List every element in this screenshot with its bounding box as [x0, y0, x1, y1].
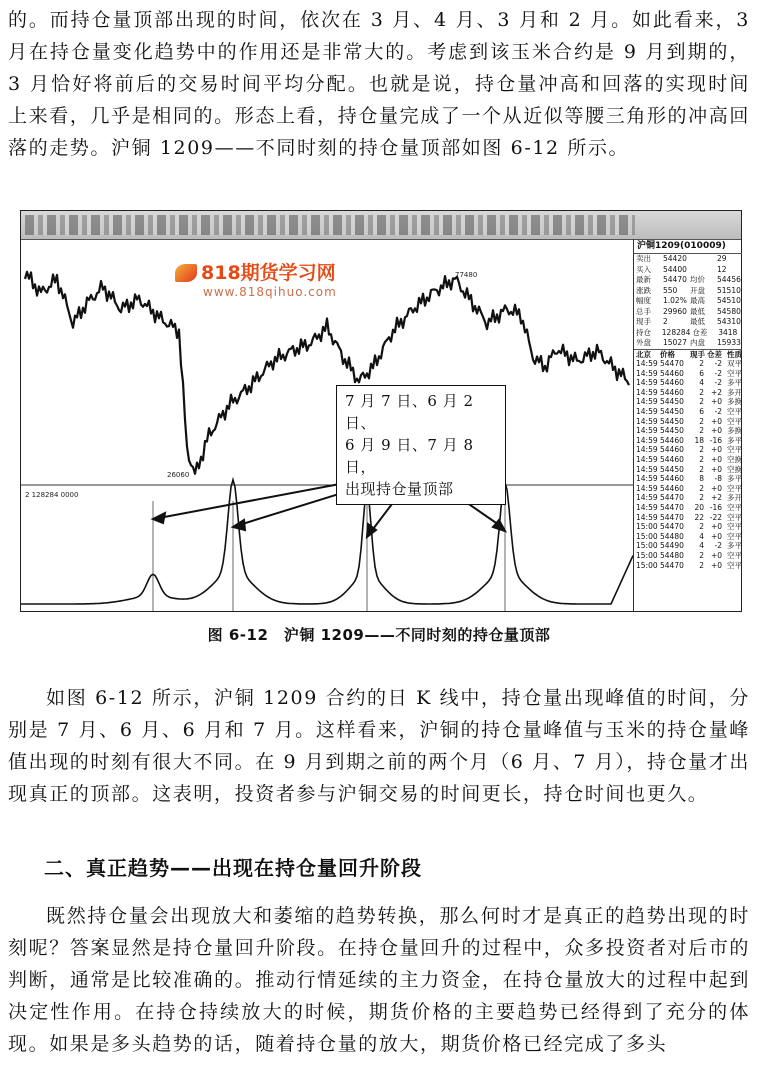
- section-heading: 二、真正趋势——出现在持仓量回升阶段: [44, 856, 422, 880]
- paragraph-2: 如图 6-12 所示，沪铜 1209 合约的日 K 线中，持仓量出现峰值的时间，分别是 7 月、6 月、6 月和 7 月。这样看来，沪铜的持仓量峰值与玉米的持仓量峰值出现的时刻有很大不同。在 9 月到期之前的两个月（6 月、7 月），持仓量才出现真正的顶部。这表明，投资者参与沪铜交易的时间更长，持仓时间也更久。: [8, 687, 750, 805]
- tick-row: 14:59 54460 2 +0 空换: [636, 455, 742, 465]
- panel-title: 沪铜1209(010009): [634, 239, 742, 254]
- quote-row: 涨跌 550 开盘 51510: [636, 285, 741, 295]
- tick-header: 北京 价格 现手 仓差 性质: [636, 349, 742, 359]
- price-high-label: 77480: [455, 271, 478, 279]
- quote-row: 最新 54470 均价 54456: [636, 275, 741, 284]
- flame-icon: [175, 264, 197, 282]
- tick-row: 14:59 54460 2 +0 空平: [636, 445, 742, 455]
- callout-box: [336, 385, 506, 505]
- paragraph-1: 的。而持仓量顶部出现的时间，依次在 3 月、4 月、3 月和 2 月。如此看来，3 月在持仓量变化趋势中的作用还是非常大的。考虑到该玉米合约是 9 月到期的，3 月恰好将前后的交易时间平均分配。也就是说，持仓量冲高和回落的实现时间上来看，几乎是相同的。形态上看，持仓量完成了一个从近似等腰三角形的冲高回落的走势。沪铜 1209——不同时刻的持仓量顶部如图 6-12 所示。: [8, 9, 750, 159]
- tick-row: 14:59 54470 2 +2 多开: [636, 493, 742, 503]
- tick-row: 14:59 54470 2 -2 双平: [636, 359, 742, 369]
- tick-row: 14:59 54450 2 +0 多换: [636, 397, 742, 407]
- tick-row: 14:59 54470 22 -22 空平: [636, 512, 742, 522]
- tick-row: 14:59 54460 8 -8 多平: [636, 474, 742, 484]
- tick-row: 14:59 54460 2 +0 空平: [636, 483, 742, 493]
- quote-panel: [633, 239, 742, 611]
- tick-row: 14:59 54450 2 +0 空换: [636, 464, 742, 474]
- software-toolbar: [21, 211, 741, 240]
- quote-row: 幅度 1.02% 最高 54510: [636, 296, 741, 305]
- price-low-label: 26060: [167, 471, 190, 479]
- figure-caption: 图 6-12 沪铜 1209——不同时刻的持仓量顶部: [207, 626, 551, 644]
- callout-line: 出现持仓量顶部: [345, 480, 454, 498]
- tick-row: 15:00 54490 4 -2 多平: [636, 541, 742, 551]
- paragraph-3: 既然持仓量会出现放大和萎缩的趋势转换，那么何时才是真正的趋势出现的时刻呢？答案显然是持仓量回升阶段。在持仓量回升的过程中，众多投资者对后市的判断，通常是比较准确的。推动行情延续的主力资金，在持仓量放大的过程中起到决定性作用。在持仓持续放大的时候，期货价格的主要趋势已经得到了充分的体现。如果是多头趋势的话，随着持仓量的放大，期货价格已经完成了多头: [8, 905, 750, 1055]
- quote-row: 现手 2 最低 54310: [636, 317, 741, 326]
- quote-row: 外盘 15027 内盘 15933: [636, 338, 741, 347]
- tick-row: 15:00 54470 2 +0 空平: [636, 522, 742, 532]
- quote-rows: [634, 254, 742, 349]
- tick-row: 14:59 54460 18 -16 多平: [636, 435, 742, 445]
- tick-row: 15:00 54480 4 +0 空平: [636, 531, 742, 541]
- logo-text: 818期货学习网: [201, 262, 336, 284]
- tick-row: 15:00 54470 2 +0 空平: [636, 560, 742, 570]
- tick-row: 14:59 54450 2 +0 空平: [636, 416, 742, 426]
- quote-row: 持仓 128284 仓差 3418: [636, 327, 738, 337]
- open-interest-verticals: [153, 501, 505, 611]
- tick-row: 15:00 54480 2 +0 空平: [636, 550, 742, 560]
- tick-list: [634, 359, 742, 570]
- tick-row: 14:59 54460 2 +2 多开: [636, 387, 742, 397]
- watermark-logo: [175, 258, 337, 299]
- price-line: [25, 272, 629, 474]
- tick-row: 14:59 54450 6 -2 空平: [636, 407, 742, 417]
- tick-row: 14:59 54460 4 -2 多平: [636, 378, 742, 388]
- callout-line: 6 月 9 日、7 月 8 日，: [345, 436, 474, 476]
- tick-row: 14:59 54470 20 -16 空平: [636, 503, 742, 512]
- tick-row: 14:59 54450 2 +0 多换: [636, 426, 742, 436]
- callout-line: 7 月 7 日、6 月 2 日、: [345, 392, 474, 432]
- toolbar-icons: [25, 215, 635, 235]
- quote-row: 卖出 54420 29: [636, 254, 727, 263]
- tick-row: 14:59 54460 6 -2 空平: [636, 368, 742, 378]
- logo-url: www.818qihuo.com: [203, 285, 337, 299]
- open-interest-label: 2 128284 0000: [25, 491, 79, 499]
- quote-row: 总手 29960 最低 54580: [636, 306, 741, 316]
- quote-row: 买入 54400 12: [636, 264, 727, 274]
